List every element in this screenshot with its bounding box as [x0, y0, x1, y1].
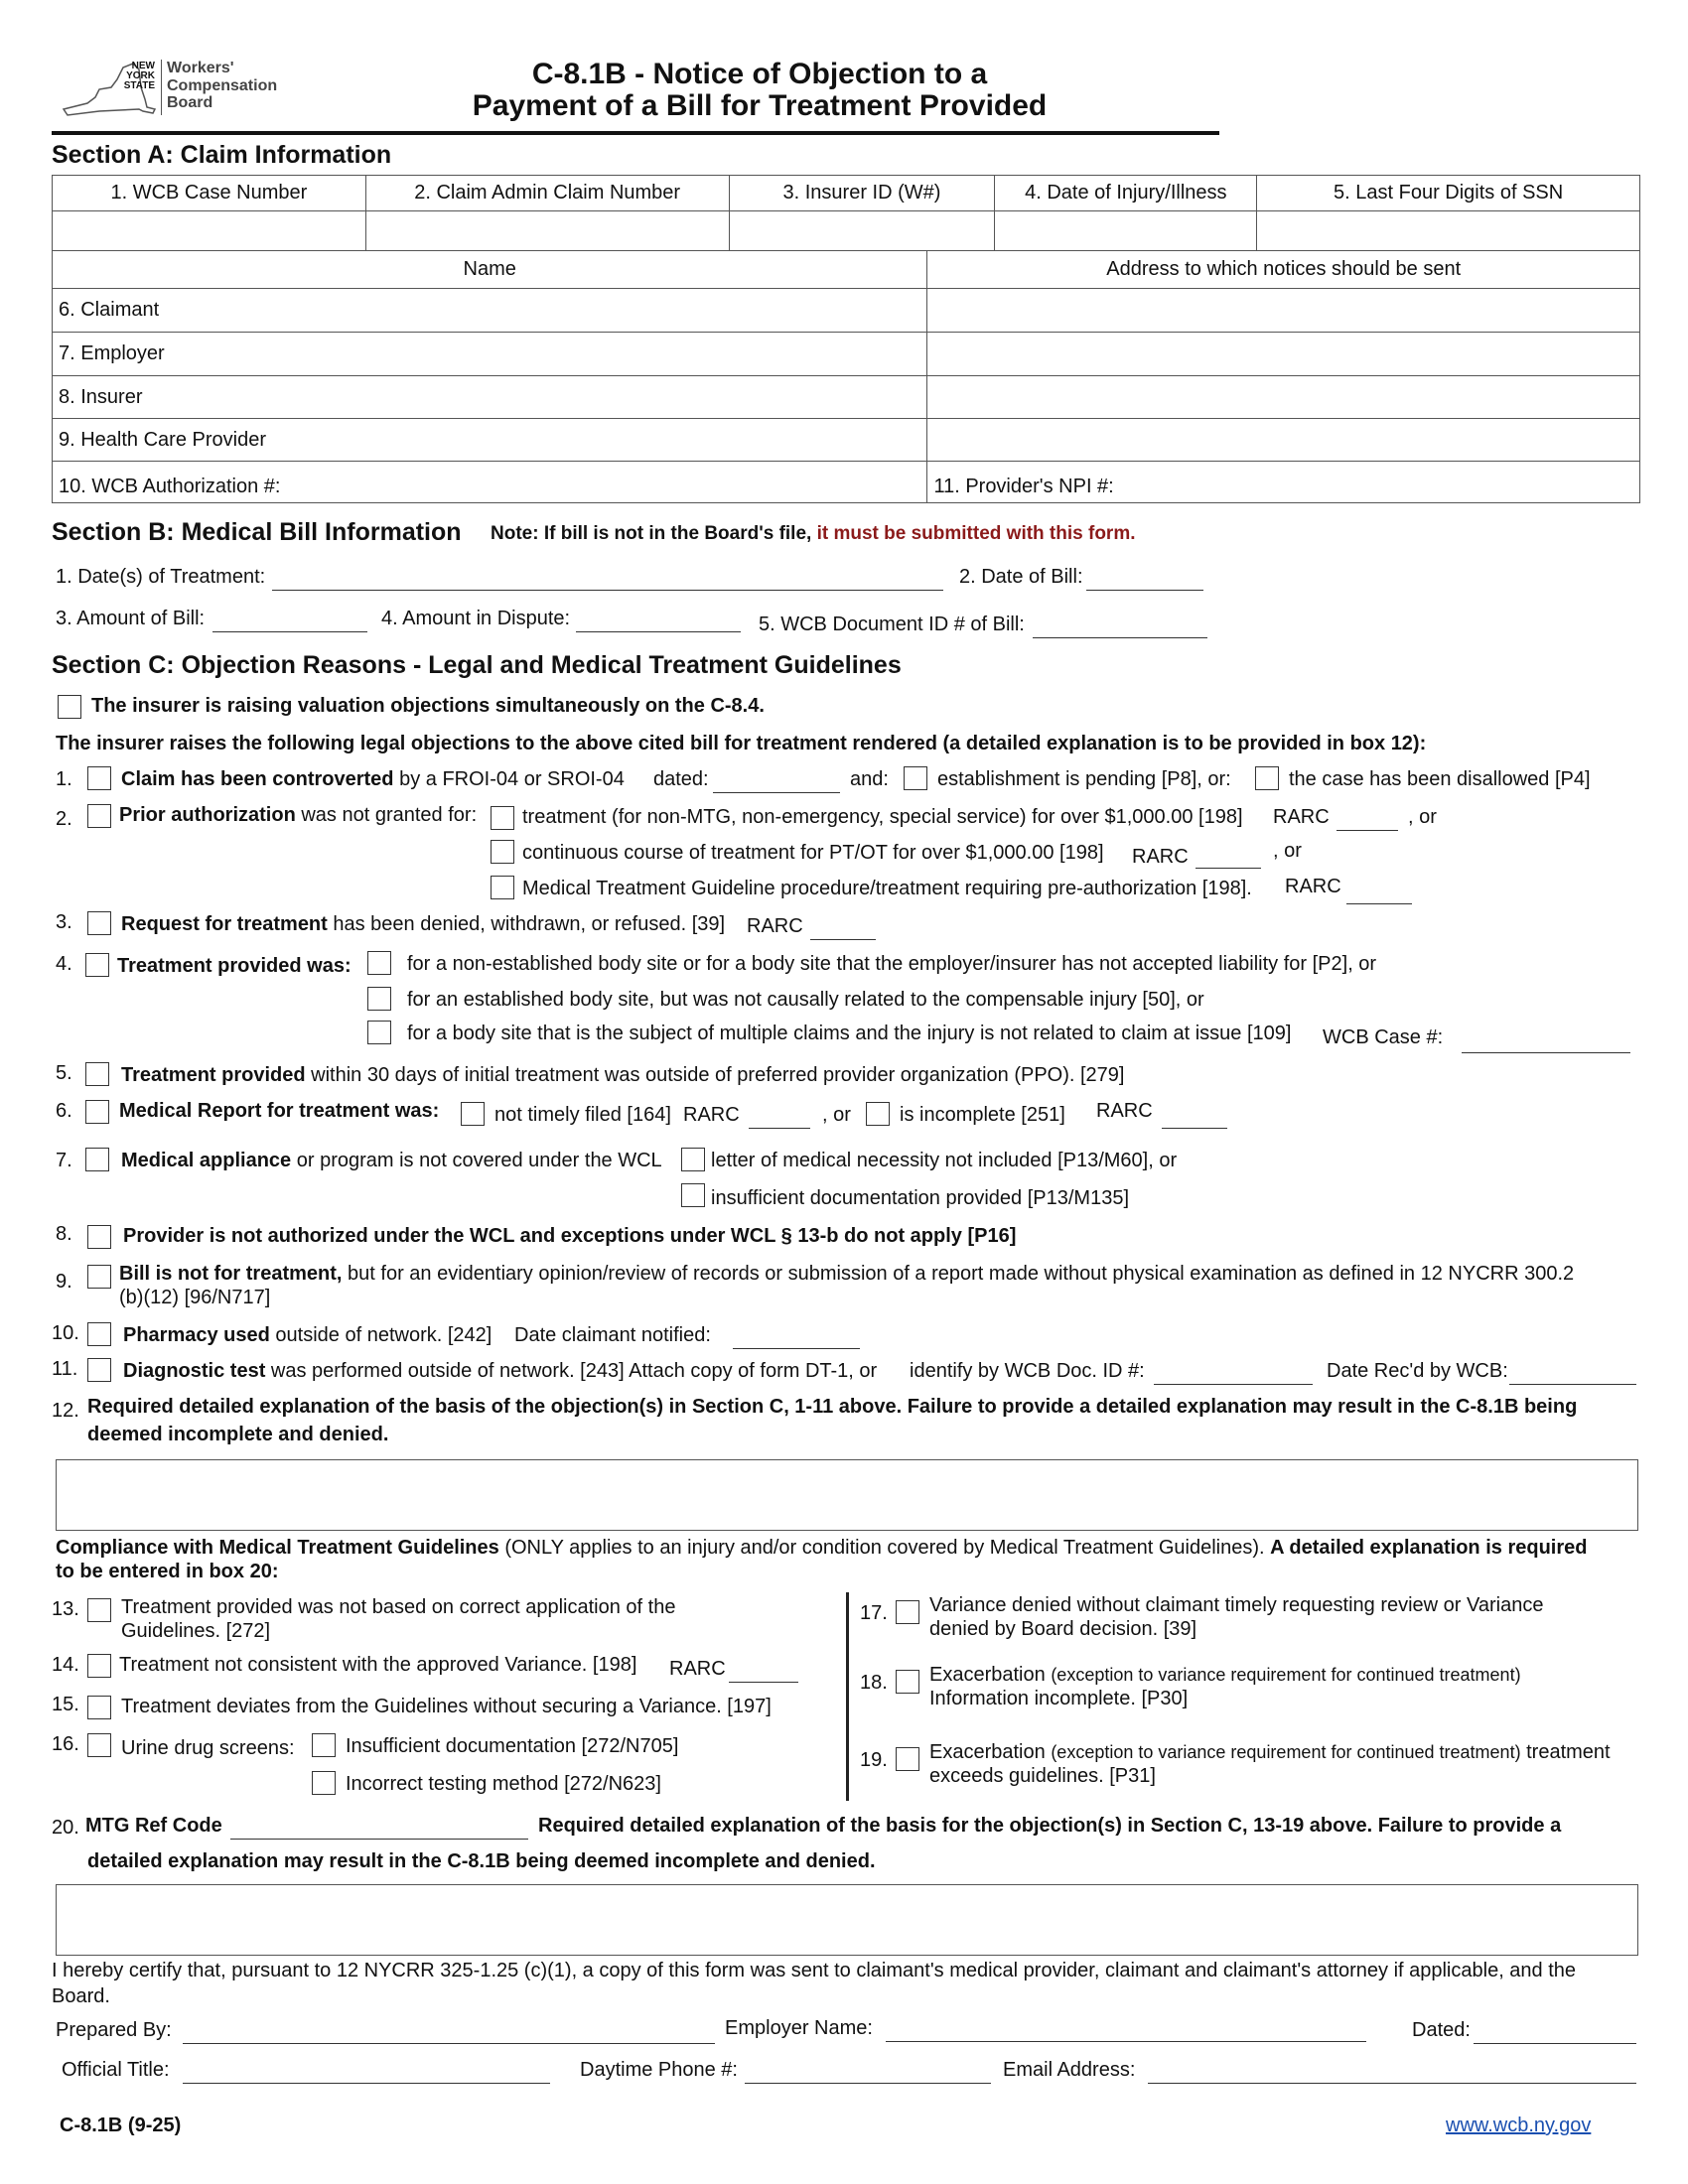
wcb-doc-id-label: identify by WCB Doc. ID #: — [910, 1360, 1145, 1382]
website-link[interactable]: www.wcb.ny.gov — [1446, 2115, 1592, 2136]
dated-label: Dated: — [1412, 2019, 1471, 2041]
item-10-number: 10. — [52, 1322, 79, 1344]
section-b-note — [491, 523, 1136, 545]
section-a-heading: Section A: Claim Information — [52, 141, 392, 169]
item-2b-rarc-label: RARC — [1132, 846, 1189, 868]
item-11-rest: was performed outside of network. [243] Attach copy of form DT-1, or — [270, 1360, 878, 1382]
provider-npi-label: 11. Provider's NPI #: — [933, 476, 1114, 497]
date-of-bill-label: 2. Date of Bill: — [959, 566, 1083, 588]
item-8-bold: Provider is not authorized under the WCL and exceptions under WCL § 13-b do not apply [P16] — [123, 1225, 1017, 1247]
wcb-case-number-header: 1. WCB Case Number — [53, 176, 366, 211]
insurer-id-header: 3. Insurer ID (W#) — [729, 176, 995, 211]
item-2c-rarc-label: RARC — [1285, 876, 1341, 897]
wcb-document-id-field[interactable] — [1033, 637, 1207, 638]
item-3-rarc-field[interactable] — [810, 939, 876, 940]
employer-name-field[interactable] — [886, 2041, 1366, 2042]
item-4c-label: for a body site that is the subject of multiple claims and the injury is not related to claim at issue [109] — [407, 1023, 1292, 1044]
mtg-column-divider — [846, 1592, 849, 1801]
item-1-text — [121, 768, 625, 791]
item-19-note: (exception to variance requirement for continued treatment) — [1051, 1742, 1521, 1762]
item-17-line2: denied by Board decision. [39] — [929, 1618, 1197, 1640]
item-13-number: 13. — [52, 1598, 79, 1620]
claimant-label: 6. Claimant — [59, 299, 160, 321]
amount-of-bill-field[interactable] — [212, 631, 367, 632]
dated-field[interactable] — [1474, 2043, 1636, 2044]
item-10-bold: Pharmacy used — [123, 1324, 270, 1346]
item-10-rest: outside of network. [242] — [275, 1324, 492, 1346]
item-1-rest: by a FROI-04 or SROI-04 — [399, 768, 625, 790]
item-19-line2: exceeds guidelines. [P31] — [929, 1765, 1156, 1787]
item-6b-rarc-label: RARC — [1096, 1100, 1153, 1122]
logo-state-text-1: NEW — [131, 61, 155, 71]
logo-board-text-3: Board — [167, 94, 213, 112]
item-1-dated-label: dated: — [653, 768, 709, 790]
item-11-bold: Diagnostic test — [123, 1360, 266, 1382]
item-7-text — [121, 1150, 662, 1172]
item-12-line2: deemed incomplete and denied. — [87, 1424, 389, 1445]
logo-state-text-3: STATE — [123, 80, 155, 91]
item-4a-checkbox[interactable] — [367, 951, 391, 975]
case-disallowed-checkbox[interactable] — [1255, 766, 1279, 790]
item-20-line1: Required detailed explanation of the basis for the objection(s) in Section C, 13-19 above. Failure to provide a — [538, 1815, 1562, 1837]
claim-admin-number-field[interactable] — [365, 211, 729, 251]
item-12-explanation-box[interactable] — [56, 1459, 1638, 1531]
form-id-footer: C-8.1B (9-25) — [60, 2115, 182, 2136]
item-19-rest: treatment — [1526, 1741, 1611, 1763]
mtg-ref-code-label: MTG Ref Code — [85, 1815, 222, 1837]
health-care-provider-address-field[interactable] — [927, 419, 1640, 462]
item-1-number: 1. — [56, 768, 72, 790]
mtg-compliance-rest: (ONLY applies to an injury and/or condition covered by Medical Treatment Guidelines). — [504, 1537, 1265, 1559]
item-11-number: 11. — [52, 1358, 78, 1380]
claimant-address-field[interactable] — [927, 289, 1640, 333]
claim-info-table — [52, 175, 1640, 251]
item-2-number: 2. — [56, 808, 72, 830]
item-18-checkbox[interactable] — [896, 1670, 919, 1694]
wcb-authorization-field[interactable] — [53, 462, 927, 503]
item-18-line1 — [929, 1664, 1521, 1687]
health-care-provider-name-field[interactable] — [53, 419, 927, 462]
legal-objections-intro: The insurer raises the following legal objections to the above cited bill for treatment rendered (a detailed explanation is to be provided in box 12): — [56, 733, 1427, 754]
item-17-checkbox[interactable] — [896, 1600, 919, 1624]
item-2-checkbox[interactable] — [87, 804, 111, 828]
item-16-checkbox[interactable] — [87, 1733, 111, 1757]
incorrect-testing-method-label: Incorrect testing method [272/N623] — [346, 1773, 661, 1795]
item-8-checkbox[interactable] — [87, 1225, 111, 1249]
wcb-doc-id-field[interactable] — [1154, 1384, 1313, 1385]
email-address-label: Email Address: — [1003, 2059, 1136, 2081]
title-rule — [52, 131, 1219, 135]
parties-table — [52, 250, 1640, 503]
item-3-bold: Request for treatment — [121, 913, 328, 935]
certification-line1: I hereby certify that, pursuant to 12 NYCRR 325-1.25 (c)(1), a copy of this form was sent to claimant's medical provider, claimant and claimant's attorney if applicable, and the — [52, 1960, 1577, 1981]
item-8-number: 8. — [56, 1223, 72, 1245]
is-incomplete-label: is incomplete [251] — [900, 1104, 1065, 1126]
mtg-compliance-bold-2: A detailed explanation is required — [1270, 1537, 1588, 1559]
item-4b-checkbox[interactable] — [367, 987, 391, 1011]
item-1-dated-field[interactable] — [713, 792, 840, 793]
item-2c-label: Medical Treatment Guideline procedure/treatment requiring pre-authorization [198]. — [522, 878, 1252, 899]
date-of-bill-field[interactable] — [1086, 590, 1203, 591]
item-19-number: 19. — [860, 1749, 888, 1771]
item-6-or: , or — [822, 1104, 851, 1126]
item-3-number: 3. — [56, 911, 72, 933]
item-20-explanation-box[interactable] — [56, 1884, 1638, 1956]
item-2c-rarc-field[interactable] — [1346, 903, 1412, 904]
email-address-field[interactable] — [1148, 2083, 1636, 2084]
wcb-authorization-label: 10. WCB Authorization #: — [59, 476, 281, 497]
item-11-text — [123, 1360, 877, 1383]
not-timely-filed-label: not timely filed [164] — [494, 1104, 671, 1126]
logo-state-text-2: YORK — [126, 70, 155, 81]
item-1-bold: Claim has been controverted — [121, 768, 394, 790]
item-19-exacerbation: Exacerbation — [929, 1741, 1046, 1763]
mtg-ref-code-field[interactable] — [230, 1839, 528, 1840]
insurer-name-field[interactable] — [53, 376, 927, 419]
item-3-rarc-label: RARC — [747, 915, 803, 937]
section-c-heading: Section C: Objection Reasons - Legal and Medical Treatment Guidelines — [52, 651, 902, 679]
form-title-line1: C-8.1B - Notice of Objection to a — [531, 58, 988, 90]
valuation-objection-label: The insurer is raising valuation objections simultaneously on the C-8.4. — [91, 695, 765, 717]
nys-logo — [60, 58, 298, 123]
date-claimant-notified-label: Date claimant notified: — [514, 1324, 711, 1346]
item-14-rarc-label: RARC — [669, 1658, 726, 1680]
item-6-checkbox[interactable] — [85, 1100, 109, 1124]
item-5-rest: within 30 days of initial treatment was outside of preferred provider organization (PPO). [279] — [311, 1064, 1125, 1086]
item-19-line1 — [929, 1741, 1611, 1764]
section-b-heading: Section B: Medical Bill Information — [52, 518, 462, 546]
amount-in-dispute-label: 4. Amount in Dispute: — [381, 608, 571, 629]
item-6a-rarc-field[interactable] — [749, 1128, 810, 1129]
item-7b-label: insufficient documentation provided [P13/M135] — [711, 1187, 1130, 1209]
item-2b-or: , or — [1273, 840, 1302, 862]
item-2-rest: was not granted for: — [301, 804, 478, 826]
mtg-compliance-line2: to be entered in box 20: — [56, 1561, 279, 1582]
establishment-pending-checkbox[interactable] — [904, 766, 927, 790]
item-18-note: (exception to variance requirement for continued treatment) — [1051, 1665, 1521, 1685]
item-7b-checkbox[interactable] — [681, 1183, 705, 1207]
item-20-line2: detailed explanation may result in the C-8.1B being deemed incomplete and denied. — [87, 1850, 876, 1872]
item-19-checkbox[interactable] — [896, 1747, 919, 1771]
item-14-rarc-field[interactable] — [729, 1682, 798, 1683]
item-4-checkbox[interactable] — [85, 953, 109, 977]
item-15-number: 15. — [52, 1694, 79, 1715]
item-10-text — [123, 1324, 492, 1347]
health-care-provider-label: 9. Health Care Provider — [59, 428, 266, 451]
date-of-injury-header: 4. Date of Injury/Illness — [995, 176, 1257, 211]
insurer-label: 8. Insurer — [59, 385, 143, 408]
dates-of-treatment-field[interactable] — [272, 590, 943, 591]
item-6a-rarc-label: RARC — [683, 1104, 740, 1126]
item-14-text: Treatment not consistent with the approved Variance. [198] — [119, 1654, 637, 1676]
item-7-rest: or program is not covered under the WCL — [296, 1150, 662, 1171]
item-7-checkbox[interactable] — [85, 1148, 109, 1171]
valuation-objection-checkbox[interactable] — [58, 695, 81, 719]
item-1-and-label: and: — [850, 768, 889, 790]
item-2b-label: continuous course of treatment for PT/OT for over $1,000.00 [198] — [522, 842, 1104, 864]
is-incomplete-checkbox[interactable] — [866, 1102, 890, 1126]
item-9-text — [119, 1263, 1574, 1286]
item-18-exacerbation: Exacerbation — [929, 1664, 1046, 1686]
item-4a-label: for a non-established body site or for a body site that the employer/insurer has not accepted liability for [P2], or — [407, 953, 1377, 975]
item-16-text: Urine drug screens: — [121, 1737, 295, 1759]
mtg-compliance-intro — [56, 1537, 1587, 1560]
certification-line2: Board. — [52, 1985, 110, 2007]
item-6b-rarc-field[interactable] — [1162, 1128, 1227, 1129]
item-4-bold: Treatment provided was: — [117, 955, 352, 977]
item-2-bold: Prior authorization — [119, 804, 296, 826]
item-17-line1: Variance denied without claimant timely requesting review or Variance — [929, 1594, 1544, 1616]
not-timely-filed-checkbox[interactable] — [461, 1102, 485, 1126]
form-title-line2: Payment of a Bill for Treatment Provided — [472, 89, 1048, 122]
item-17-number: 17. — [860, 1602, 888, 1624]
item-5-bold: Treatment provided — [121, 1064, 306, 1086]
item-14-checkbox[interactable] — [87, 1654, 111, 1678]
wcb-case-number-field[interactable] — [53, 211, 366, 251]
item-2a-rarc-label: RARC — [1273, 806, 1330, 828]
item-6-bold: Medical Report for treatment was: — [119, 1100, 440, 1122]
item-9-checkbox[interactable] — [87, 1265, 111, 1289]
official-title-label: Official Title: — [62, 2059, 170, 2081]
dates-of-treatment-label: 1. Date(s) of Treatment: — [56, 566, 266, 588]
item-2b-rarc-field[interactable] — [1196, 868, 1261, 869]
item-9-number: 9. — [56, 1271, 72, 1293]
item-1-checkbox[interactable] — [87, 766, 111, 790]
ssn-last-four-field[interactable] — [1257, 211, 1640, 251]
employer-label: 7. Employer — [59, 342, 165, 364]
item-15-text: Treatment deviates from the Guidelines without securing a Variance. [197] — [121, 1696, 772, 1717]
item-11-checkbox[interactable] — [87, 1358, 111, 1382]
item-14-number: 14. — [52, 1654, 79, 1676]
item-4c-checkbox[interactable] — [367, 1021, 391, 1044]
section-b-note-warning: it must be submitted with this form. — [816, 523, 1136, 544]
insurer-address-field[interactable] — [927, 376, 1640, 419]
item-4c-case-label: WCB Case #: — [1323, 1026, 1444, 1048]
item-2c-checkbox[interactable] — [491, 876, 514, 899]
item-3-text — [121, 913, 725, 936]
item-20-number: 20. — [52, 1817, 79, 1839]
daytime-phone-label: Daytime Phone #: — [580, 2059, 738, 2081]
item-12-line1: Required detailed explanation of the basis of the objection(s) in Section C, 1-11 above. Failure to provide a detailed explanation may result in the C-8.1B being — [87, 1396, 1578, 1418]
item-4b-label: for an established body site, but was not causally related to the compensable injury [50], or — [407, 989, 1204, 1011]
item-7a-label: letter of medical necessity not included [P13/M60], or — [711, 1150, 1178, 1171]
item-2-text — [119, 804, 477, 827]
item-3-rest: has been denied, withdrawn, or refused. [39] — [333, 913, 726, 935]
item-7a-checkbox[interactable] — [681, 1148, 705, 1171]
official-title-field[interactable] — [183, 2083, 550, 2084]
insufficient-documentation-checkbox[interactable] — [312, 1733, 336, 1757]
prepared-by-label: Prepared By: — [56, 2019, 172, 2041]
item-5-number: 5. — [56, 1062, 72, 1084]
daytime-phone-field[interactable] — [745, 2083, 991, 2084]
item-13-line2: Guidelines. [272] — [121, 1620, 271, 1642]
item-7-number: 7. — [56, 1150, 72, 1171]
establishment-pending-label: establishment is pending [P8], or: — [937, 768, 1231, 790]
incorrect-testing-method-checkbox[interactable] — [312, 1771, 336, 1795]
item-2a-checkbox[interactable] — [491, 806, 514, 830]
date-of-injury-field[interactable] — [995, 211, 1257, 251]
ssn-last-four-header: 5. Last Four Digits of SSN — [1257, 176, 1640, 211]
amount-of-bill-label: 3. Amount of Bill: — [56, 608, 206, 629]
item-5-checkbox[interactable] — [85, 1062, 109, 1086]
wcb-document-id-label: 5. WCB Document ID # of Bill: — [759, 614, 1025, 635]
item-4-number: 4. — [56, 953, 72, 975]
amount-in-dispute-field[interactable] — [576, 631, 741, 632]
claim-admin-number-header: 2. Claim Admin Claim Number — [365, 176, 729, 211]
item-2a-or: , or — [1408, 806, 1437, 828]
item-9-bold: Bill is not for treatment, — [119, 1263, 343, 1285]
prepared-by-field[interactable] — [183, 2043, 715, 2044]
logo-board-text-2: Compensation — [167, 76, 278, 94]
item-12-number: 12. — [52, 1400, 79, 1422]
address-column-header: Address to which notices should be sent — [927, 251, 1640, 289]
item-3-checkbox[interactable] — [87, 911, 111, 935]
date-received-field[interactable] — [1509, 1384, 1636, 1385]
name-column-header: Name — [53, 251, 927, 289]
claimant-name-field[interactable] — [53, 289, 927, 333]
item-18-line2: Information incomplete. [P30] — [929, 1688, 1189, 1709]
logo-board-text-1: Workers' — [167, 60, 234, 76]
item-18-number: 18. — [860, 1672, 888, 1694]
employer-name-label: Employer Name: — [725, 2017, 873, 2039]
employer-address-field[interactable] — [927, 333, 1640, 376]
item-9-rest: but for an evidentiary opinion/review of records or submission of a report made without physical examination as defined in 12 NYCRR 300.2 — [348, 1263, 1575, 1285]
item-7-bold: Medical appliance — [121, 1150, 292, 1171]
item-5-text — [121, 1064, 1124, 1087]
item-13-checkbox[interactable] — [87, 1598, 111, 1622]
provider-npi-field[interactable] — [927, 462, 1640, 503]
item-15-checkbox[interactable] — [87, 1696, 111, 1719]
item-10-checkbox[interactable] — [87, 1322, 111, 1346]
date-claimant-notified-field[interactable] — [733, 1348, 860, 1349]
insurer-id-field[interactable] — [729, 211, 995, 251]
item-2b-checkbox[interactable] — [491, 840, 514, 864]
item-13-line1: Treatment provided was not based on correct application of the — [121, 1596, 676, 1618]
item-2a-rarc-field[interactable] — [1336, 830, 1398, 831]
item-6-number: 6. — [56, 1100, 72, 1122]
item-9-rest-line2: (b)(12) [96/N717] — [119, 1287, 271, 1308]
section-b-note-text: Note: If bill is not in the Board's file, — [491, 523, 812, 544]
employer-name-field[interactable] — [53, 333, 927, 376]
item-16-number: 16. — [52, 1733, 79, 1755]
date-received-label: Date Rec'd by WCB: — [1327, 1360, 1508, 1382]
item-4c-case-field[interactable] — [1462, 1052, 1630, 1053]
mtg-compliance-bold: Compliance with Medical Treatment Guidelines — [56, 1537, 499, 1559]
insufficient-documentation-label: Insufficient documentation [272/N705] — [346, 1735, 679, 1757]
case-disallowed-label: the case has been disallowed [P4] — [1289, 768, 1591, 790]
item-2a-label: treatment (for non-MTG, non-emergency, special service) for over $1,000.00 [198] — [522, 806, 1243, 828]
